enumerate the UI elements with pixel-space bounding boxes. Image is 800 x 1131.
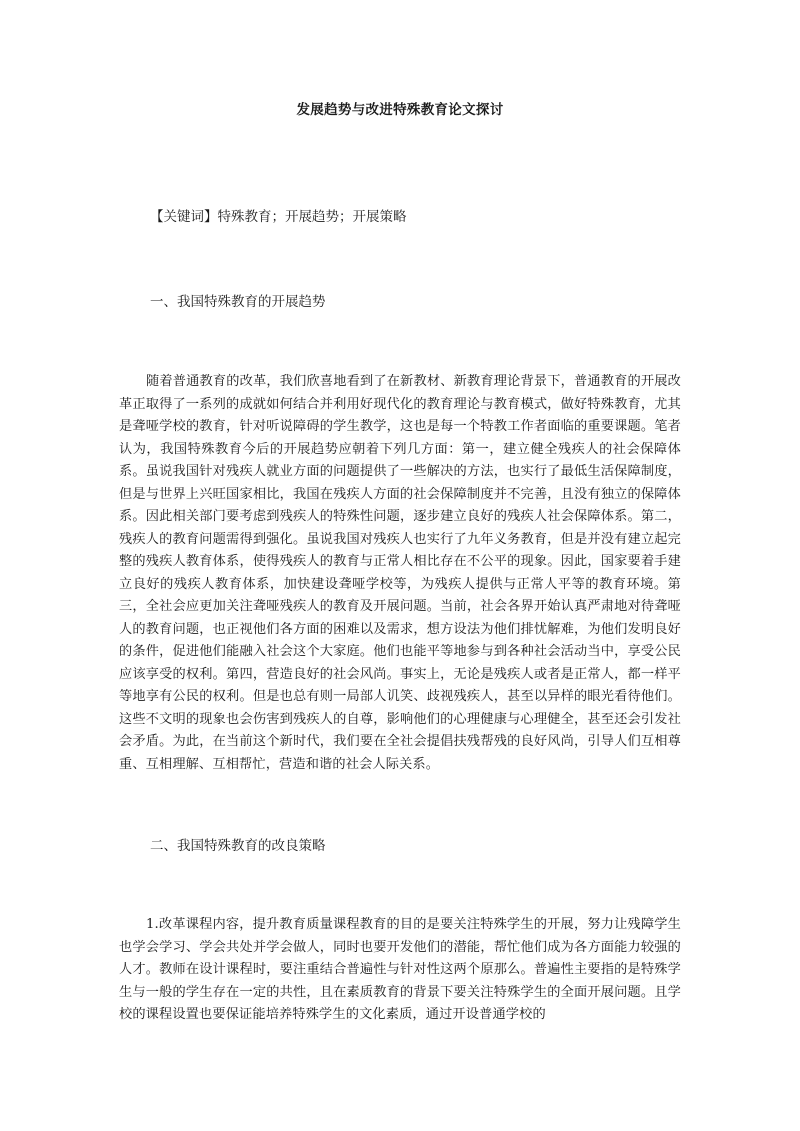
keywords-line: 【关键词】特殊教育；开展趋势；开展策略 <box>150 209 407 225</box>
body-paragraph-trends: 随着普通教育的改革，我们欣喜地看到了在新教材、新教育理论背景下，普通教育的开展改革正取得了一系列的成就如何结合并利用好现代化的教育理论与教育模式，做好特殊教育，尤其是聋哑学校的教育，针对听说障碍的学生教学，这也是每一个特教工作者面临的重要课题。笔者认为，我国特殊教育今后的开展趋势应朝着下列几方面：第一，建立健全残疾人的社会保障体系。虽说我国针对残疾人就业方面的问题提供了一些解决的方法，也实行了最低生活保障制度，但是与世界上兴旺国家相比，我国在残疾人方面的社会保障制度并不完善，且没有独立的保障体系。因此相关部门要考虑到残疾人的特殊性问题，逐步建立良好的残疾人社会保障体系。第二，残疾人的教育问题需得到强化。虽说我国对残疾人也实行了九年义务教育，但是并没有建立起完整的残疾人教育体系，使得残疾人的教育与正常人相比存在不公平的现象。因此，国家要着手建立良好的残疾人教育体系，加快建设聋哑学校等，为残疾人提供与正常人平等的教育环境。第三，全社会应更加关注聋哑残疾人的教育及开展问题。当前，社会各界开始认真严肃地对待聋哑人的教育问题，也正视他们各方面的困难以及需求，想方设法为他们排忧解难，为他们发明良好的条件，促进他们能融入社会这个大家庭。他们也能平等地参与到各种社会活动当中，享受公民应该享受的权利。第四，营造良好的社会风尚。事实上，无论是残疾人或者是正常人，都一样平等地享有公民的权利。但是也总有则一局部人讥笑、歧视残疾人，甚至以异样的眼光看待他们。这些不文明的现象也会伤害到残疾人的自尊，影响他们的心理健康与心理健全，甚至还会引发社会矛盾。为此，在当前这个新时代，我们要在全社会提倡扶残帮残的良好风尚，引导人们互相尊重、互相理解、互相帮忙，营造和谐的社会人际关系。 <box>119 374 681 772</box>
section-heading-trends: 一、我国特殊教育的开展趋势 <box>150 294 326 310</box>
section-heading-strategies: 二、我国特殊教育的改良策略 <box>150 838 326 854</box>
document-title: 发展趋势与改进特殊教育论文探讨 <box>296 102 504 118</box>
body-paragraph-strategies: 1.改革课程内容，提升教育质量课程教育的目的是要关注特殊学生的开展，努力让残障学生也学会学习、学会共处并学会做人，同时也要开发他们的潜能，帮忙他们成为各方面能力较强的人才。教师在设计课程时，要注重结合普遍性与针对性这两个原那么。普遍性主要指的是特殊学生与一般的学生存在一定的共性，且在素质教育的背景下要关注特殊学生的全面开展问题。且学校的课程设置也要保证能培养特殊学生的文化素质，通过开设普通学校的 <box>119 917 681 1022</box>
